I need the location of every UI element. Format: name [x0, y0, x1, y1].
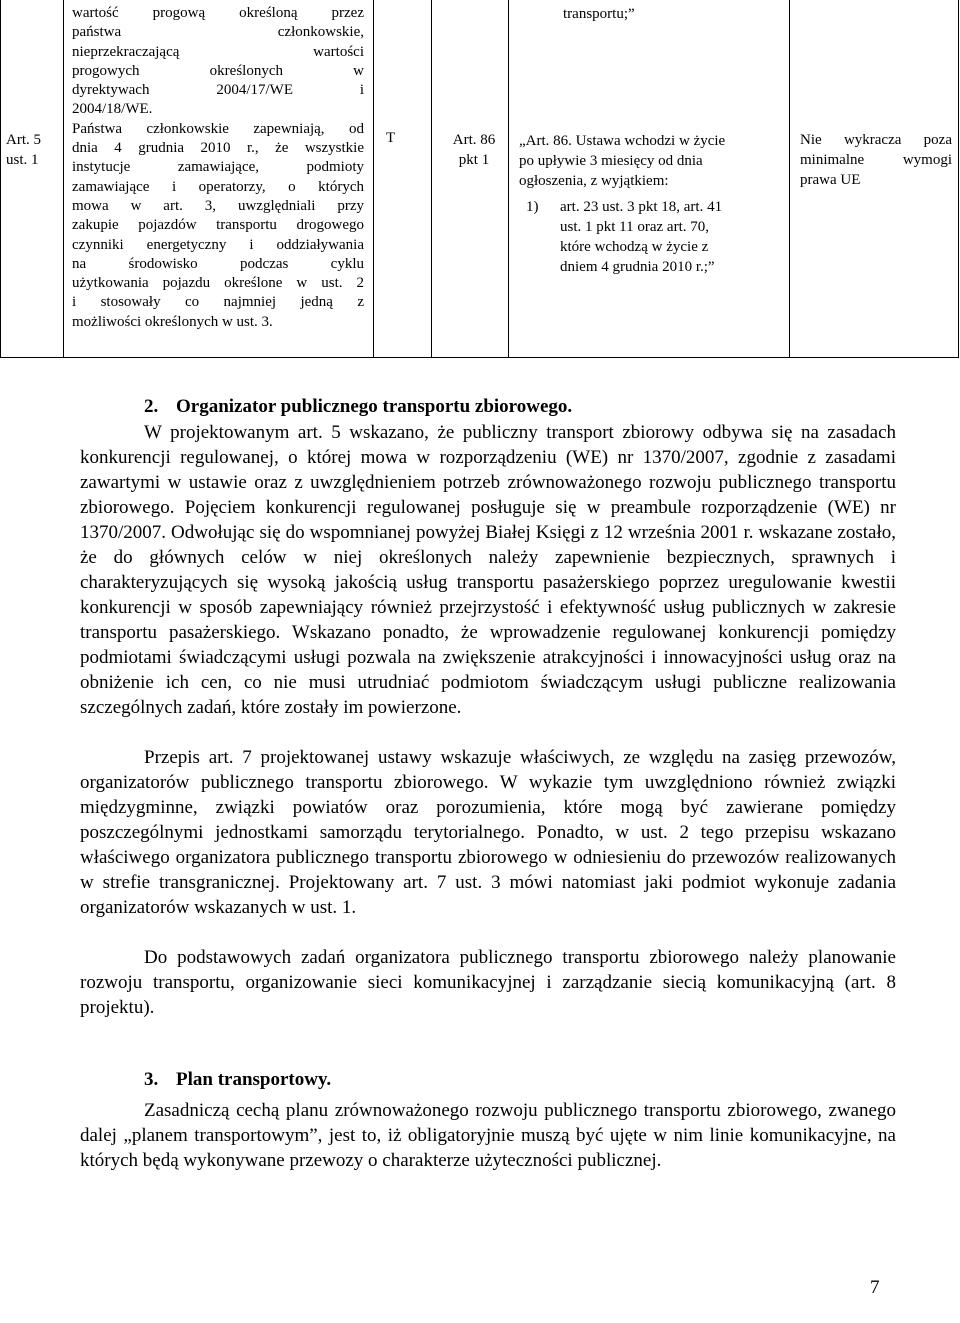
directive-line: zakupie pojazdów transportu drogowego	[72, 217, 364, 234]
section-title: Organizator publicznego transportu zbiorowego.	[176, 396, 573, 417]
table-border-right	[958, 0, 959, 358]
table-border-col1	[63, 0, 64, 358]
paragraph: Przepis art. 7 projektowanej ustawy wskazuje właściwych, ze względu na zasięg przewozów, organizatorów publicznego transportu zbiorowego. W wykazie tym uwzględniono również związki międzygminne, związki powiatów oraz porozumienia, które mogą być zawierane pomiędzy poszczególnymi jednostkami samorządu terytorialnego. Ponadto, w ust. 2 tego przepisu wskazano właściwego organizatora publicznego transportu zbiorowego w odniesieniu do przewozów realizowanych w strefie transgranicznej. Projektowany art. 7 ust. 3 mówi natomiast jaki podmiot wykonuje zadania organizatorów wskazanych w ust. 1.	[80, 747, 896, 918]
list-line: art. 23 ust. 3 pkt 18, art. 41	[560, 199, 723, 215]
article-line: ust. 1	[6, 152, 39, 168]
transposition-type-cell: T	[386, 130, 396, 146]
project-text-line: po upływie 3 miesięcy od dnia	[519, 153, 703, 169]
directive-line: nieprzekraczającą wartości	[72, 43, 364, 60]
document-body	[80, 394, 896, 1173]
section-heading-transport-plan	[80, 1067, 896, 1093]
directive-line: państwa członkowskie,	[72, 24, 364, 41]
paragraph: Zasadniczą cechą planu zrównoważonego rozwoju publicznego transportu zbiorowego, zwanego dalej „planem transportowym”, jest to, iż obligatoryjnie muszą być ujęte w nim linie komunikacyjne, na których będą wykonywane przewozy o charakterze użyteczności publicznej.	[80, 1100, 896, 1171]
directive-line: dyrektywach 2004/17/WE i	[72, 82, 364, 99]
table-border-col2	[373, 0, 374, 358]
directive-line: dnia 4 grudnia 2010 r., że wszystkie	[72, 140, 364, 157]
directive-line: czynniki energetyczny i oddziaływania	[72, 236, 364, 253]
project-text-line: ogłoszenia, z wyjątkiem:	[519, 173, 669, 189]
directive-line: 2004/18/WE.	[72, 101, 153, 118]
directive-line: wartość progową określoną przez	[72, 5, 364, 21]
opinion-line: Nie wykracza poza	[800, 132, 952, 148]
project-reference-cell	[446, 130, 502, 170]
eu-directive-text-cell	[72, 4, 364, 332]
table-border-bottom	[0, 357, 959, 358]
list-line: ust. 1 pkt 11 oraz art. 70,	[560, 219, 709, 235]
project-text-line: transportu;”	[563, 6, 635, 22]
list-number: 1)	[526, 199, 539, 215]
paragraph: Do podstawowych zadań organizatora publicznego transportu zbiorowego należy planowanie rozwoju transportu, organizowanie sieci komunikacyjnej i zarządzanie siecią komunikacyjną (art. 8 projektu).	[80, 947, 896, 1018]
section-heading-organizer	[80, 394, 896, 420]
list-line: dniem 4 grudnia 2010 r.;”	[560, 259, 715, 275]
directive-line: możliwości określonych w ust. 3.	[72, 313, 273, 330]
compliance-opinion-cell	[800, 130, 952, 190]
directive-line: i stosowały co najmniej jedną z	[72, 294, 364, 311]
project-text-cell	[519, 4, 777, 277]
table-border-left	[0, 0, 1, 358]
section-title: Plan transportowy.	[176, 1069, 332, 1090]
table-border-col4	[508, 0, 509, 358]
table-border-col5	[789, 0, 790, 358]
directive-line: instytucje zamawiające, podmioty	[72, 159, 364, 176]
directive-line: użytkowania pojazdu określone w ust. 2	[72, 275, 364, 292]
opinion-line: prawa UE	[800, 172, 861, 188]
exceptions-list	[519, 197, 777, 277]
directive-line: Państwa członkowskie zapewniają, od	[72, 120, 364, 137]
legal-comparison-table	[0, 0, 960, 358]
reference-line: Art. 86	[452, 132, 496, 148]
paragraph: W projektowanym art. 5 wskazano, że publiczny transport zbiorowy odbywa się na zasadach konkurencji regulowanej, o której mowa w rozporządzeniu (WE) nr 1370/2007, zgodnie z zasadami zawartymi w ustawie oraz z uwzględnieniem potrzeb zrównoważonego rozwoju publicznego transportu zbiorowego. Pojęciem konkurencji regulowanej posługuje się w preambule rozporządzenie (WE) nr 1370/2007. Odwołując się do wspomnianej powyżej Białej Księgi z 12 września 2001 r. wskazane zostało, że do głównych celów w niej określonych należy zapewnienie bezpiecznych, sprawnych i charakteryzujących się wysoką jakością usług transportu pasażerskiego poprzez uregulowanie kwestii konkurencji w sposób zapewniający również przejrzystość i efektywność usług publicznych w zakresie transportu pasażerskiego. Wskazano ponadto, że wprowadzenie regulowanej konkurencji pomiędzy podmiotami świadczącymi usługi pozwala na zwiększenie atrakcyjności i innowacyjności usług oraz na obniżenie ich cen, co nie musi utrudniać podmiotom świadczącym usługi publiczne realizowania szczególnych zadań, które zostały im powierzone.	[80, 422, 896, 718]
section-number: 3.	[144, 1069, 159, 1090]
article-line: Art. 5	[6, 132, 41, 148]
directive-line: progowych określonych w	[72, 62, 364, 79]
project-text-body	[519, 131, 777, 191]
list-item-body	[560, 197, 777, 277]
directive-line: na środowisko podczas cyklu	[72, 255, 364, 272]
directive-line: zamawiające i operatorzy, o których	[72, 178, 364, 195]
list-item	[519, 197, 777, 277]
page-number: 7	[870, 1277, 880, 1298]
table-border-col3	[431, 0, 432, 358]
directive-line: mowa w art. 3, uwzględniali przy	[72, 197, 364, 214]
list-line: które wchodzą w życie z	[560, 239, 709, 255]
article-cell	[6, 130, 54, 170]
reference-line: pkt 1	[458, 152, 490, 168]
opinion-line: minimalne wymogi	[800, 152, 952, 168]
project-text-line: „Art. 86. Ustawa wchodzi w życie	[519, 133, 726, 149]
section-number: 2.	[144, 396, 159, 417]
